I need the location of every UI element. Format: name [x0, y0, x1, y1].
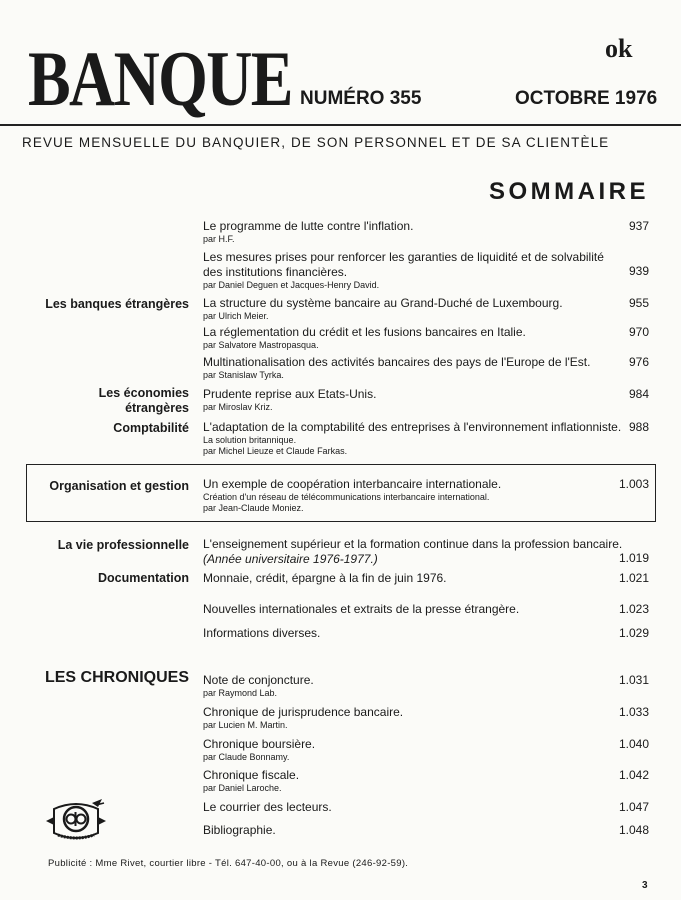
entry-title: Informations diverses.	[203, 626, 321, 640]
entry-author: par Miroslav Kriz.	[203, 402, 273, 412]
entry-page: 1.003	[618, 477, 649, 491]
section-economies-line1: Les économies	[98, 386, 189, 400]
entry-author: par Michel Lieuze et Claude Farkas.	[203, 446, 348, 456]
page-number: 3	[642, 880, 648, 891]
entry-title: Monnaie, crédit, épargne à la fin de juin 1976.	[203, 571, 447, 585]
entry-author: par Stanislaw Tyrka.	[203, 370, 284, 380]
entry-page: 1.033	[618, 705, 649, 719]
entry-title: des institutions financières.	[203, 265, 348, 279]
entry-title: Un exemple de coopération interbancaire internationale.	[203, 477, 502, 491]
entry-title: Chronique boursière.	[203, 737, 316, 751]
entry-title: Bibliographie.	[203, 823, 276, 837]
entry-author: par Lucien M. Martin.	[203, 720, 288, 730]
entry-page: 1.040	[618, 737, 649, 751]
advertising-contact: Publicité : Mme Rivet, courtier libre - Tél. 647-40-00, ou à la Revue (246-92-59).	[48, 858, 409, 869]
section-comptabilite: Comptabilité	[113, 421, 189, 435]
entry-title: Chronique fiscale.	[203, 768, 300, 782]
toc-entry[interactable]	[203, 705, 633, 731]
entry-title: Multinationalisation des activités bancaires des pays de l'Europe de l'Est.	[203, 355, 591, 369]
entry-author: par H.F.	[203, 234, 235, 244]
section-organisation: Organisation et gestion	[49, 479, 189, 493]
entry-page: 955	[628, 296, 649, 310]
toc-entry[interactable]	[203, 626, 633, 641]
entry-subtitle: Création d'un réseau de télécommunications interbancaire international.	[203, 492, 490, 502]
entry-title: Les mesures prises pour renforcer les garanties de liquidité et de solvabilité	[203, 250, 604, 264]
entry-page: 1.042	[618, 768, 649, 782]
entry-page: 937	[628, 219, 649, 233]
toc-entry[interactable]	[203, 602, 633, 617]
entry-author: par Ulrich Meier.	[203, 311, 269, 321]
toc-entry[interactable]	[203, 477, 633, 514]
issue-number: NUMÉRO 355	[300, 88, 422, 109]
toc-entry[interactable]	[203, 420, 633, 457]
toc-entry[interactable]	[203, 387, 633, 413]
contents-heading: SOMMAIRE	[489, 178, 649, 205]
entry-author: par Salvatore Mastropasqua.	[203, 340, 319, 350]
entry-page: 1.023	[618, 602, 649, 616]
entry-author: par Claude Bonnamy.	[203, 752, 290, 762]
entry-page: 1.029	[618, 626, 649, 640]
toc-entry[interactable]	[203, 296, 633, 322]
entry-title: La réglementation du crédit et les fusions bancaires en Italie.	[203, 325, 526, 339]
toc-entry[interactable]	[203, 737, 633, 763]
toc-entry[interactable]	[203, 219, 633, 245]
section-economies-line2: étrangères	[125, 401, 189, 415]
toc-entry[interactable]	[203, 823, 633, 838]
toc-entry[interactable]	[203, 571, 633, 586]
entry-subtitle: La solution britannique.	[203, 435, 297, 445]
entry-page: 1.019	[618, 551, 649, 565]
toc-entry[interactable]	[203, 250, 633, 291]
handwritten-mark: ok	[605, 34, 633, 63]
journal-subtitle: REVUE MENSUELLE DU BANQUIER, DE SON PERSONNEL ET DE SA CLIENTÈLE	[22, 135, 610, 150]
entry-title: L'adaptation de la comptabilité des entreprises à l'environnement inflationniste.	[203, 420, 622, 434]
toc-entry[interactable]	[203, 800, 633, 815]
entry-author: par Raymond Lab.	[203, 688, 278, 698]
entry-title: Le programme de lutte contre l'inflation.	[203, 219, 414, 233]
entry-page: 984	[628, 387, 649, 401]
entry-page: 988	[628, 420, 649, 434]
entry-title: L'enseignement supérieur et la formation continue dans la profession bancaire.	[203, 537, 623, 551]
entry-title: La structure du système bancaire au Grand-Duché de Luxembourg.	[203, 296, 563, 310]
entry-title: Le courrier des lecteurs.	[203, 800, 332, 814]
toc-entry[interactable]	[203, 768, 633, 794]
toc-entry[interactable]	[203, 537, 643, 567]
entry-author: par Daniel Laroche.	[203, 783, 282, 793]
issue-date: OCTOBRE 1976	[515, 88, 658, 109]
entry-author: par Jean-Claude Moniez.	[203, 503, 304, 513]
entry-title: Chronique de jurisprudence bancaire.	[203, 705, 404, 719]
entry-title: Prudente reprise aux Etats-Unis.	[203, 387, 377, 401]
publisher-emblem-icon	[42, 797, 110, 843]
entry-page: 1.048	[618, 823, 649, 837]
entry-title: Note de conjoncture.	[203, 673, 314, 687]
entry-note: (Année universitaire 1976-1977.)	[203, 552, 378, 566]
entry-page: 1.031	[618, 673, 649, 687]
header-rule	[0, 124, 681, 126]
section-vie-professionnelle: La vie professionnelle	[57, 538, 189, 552]
entry-page: 1.047	[618, 800, 649, 814]
entry-page: 970	[628, 325, 649, 339]
toc-entry[interactable]	[203, 355, 633, 381]
entry-page: 1.021	[618, 571, 649, 585]
toc-entry[interactable]	[203, 673, 633, 699]
journal-title: BANQUE	[28, 35, 292, 122]
entry-title: Nouvelles internationales et extraits de la presse étrangère.	[203, 602, 520, 616]
entry-author: par Daniel Deguen et Jacques-Henry David.	[203, 280, 380, 290]
section-documentation: Documentation	[98, 571, 189, 585]
entry-page: 939	[628, 264, 649, 278]
section-banques-etrangeres: Les banques étrangères	[45, 297, 189, 311]
toc-entry[interactable]	[203, 325, 633, 351]
section-chroniques: LES CHRONIQUES	[44, 669, 189, 686]
entry-page: 976	[628, 355, 649, 369]
